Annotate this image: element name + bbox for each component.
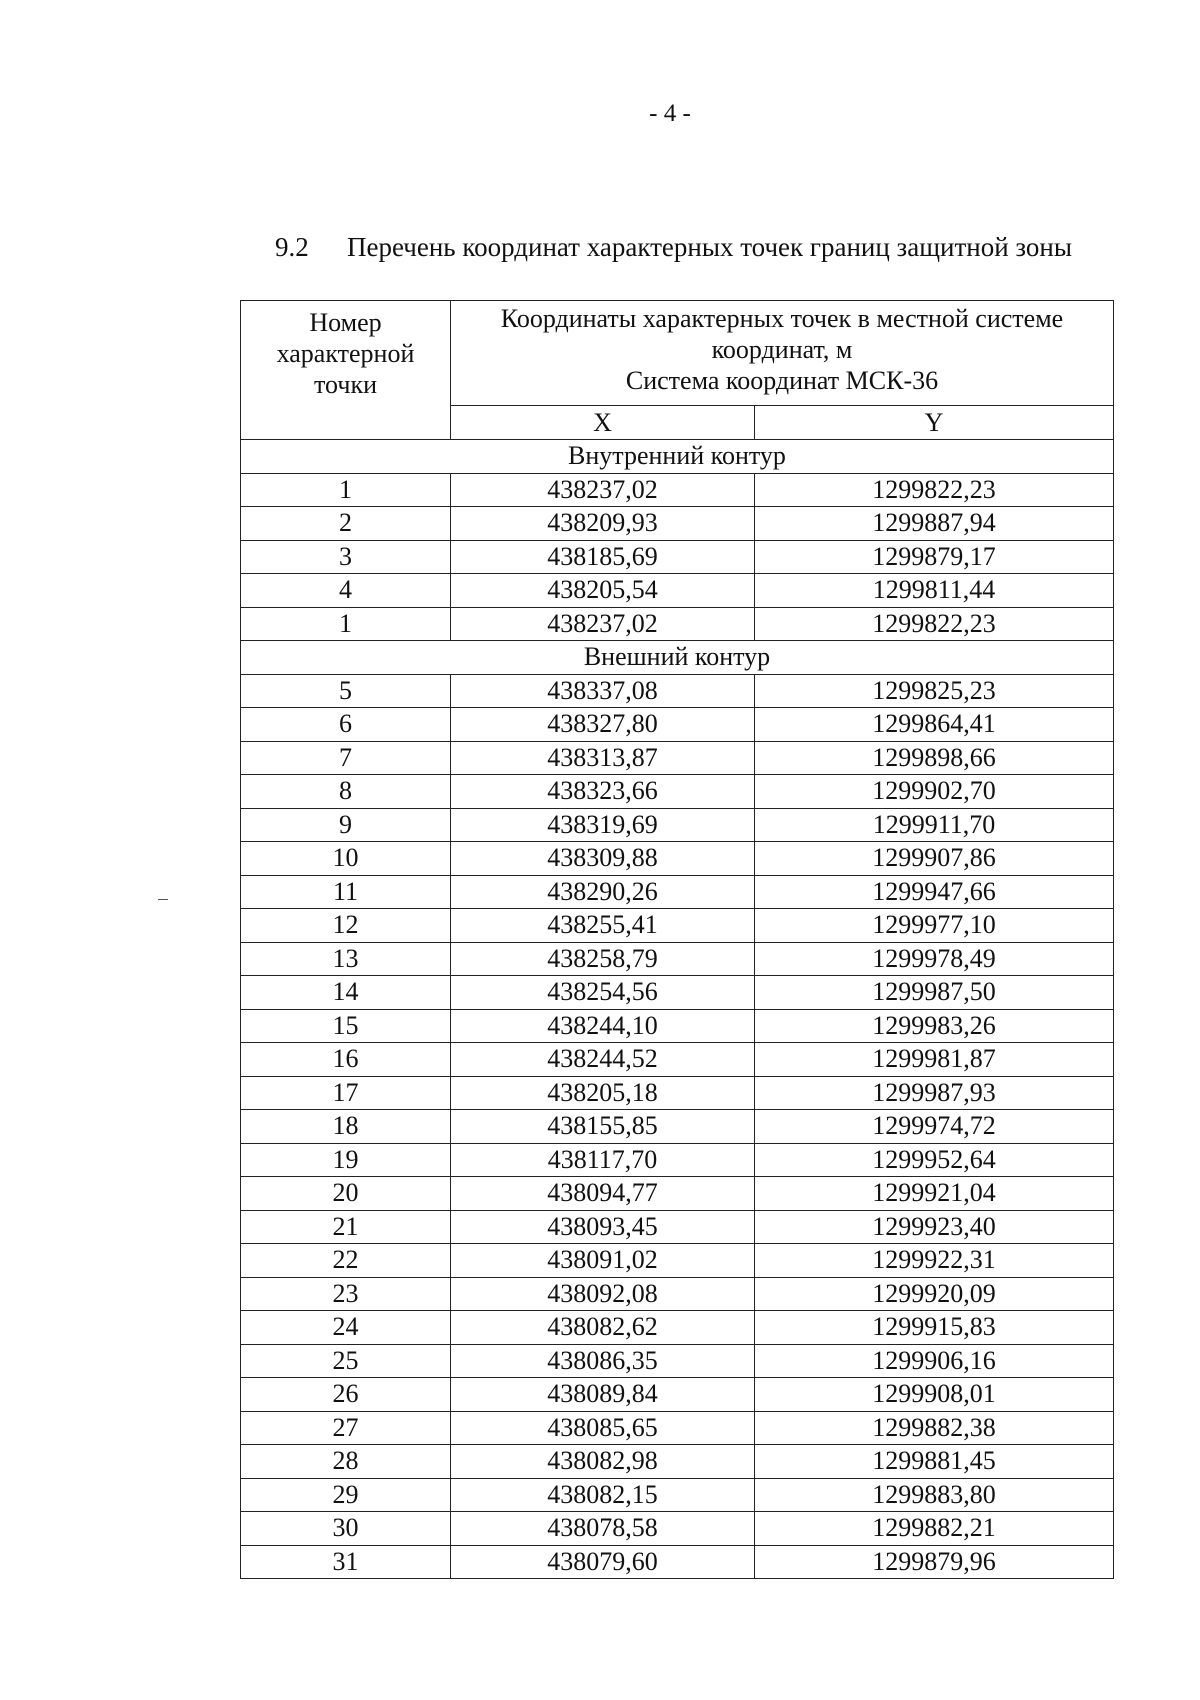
table-row [241,1143,1114,1177]
x-coordinate-cell: 438258,79 [451,942,755,976]
table-row [241,1043,1114,1077]
point-number-cell: 21 [241,1210,451,1244]
point-number-cell: 30 [241,1512,451,1546]
table-row [241,507,1114,541]
x-coordinate-cell: 438323,66 [451,775,755,809]
x-coordinate-cell: 438205,54 [451,574,755,608]
section-number: 9.2 [275,232,309,262]
x-coordinate-cell: 438079,60 [451,1545,755,1579]
y-coordinate-cell: 1299908,01 [755,1378,1114,1412]
x-coordinate-cell: 438089,84 [451,1378,755,1412]
section-heading [275,232,1145,263]
x-coordinate-cell: 438082,62 [451,1311,755,1345]
y-coordinate-cell: 1299822,23 [755,473,1114,507]
x-coordinate-cell: 438085,65 [451,1411,755,1445]
table-row [241,1411,1114,1445]
y-coordinate-cell: 1299911,70 [755,808,1114,842]
point-number-header [241,301,451,440]
y-coordinate-cell: 1299915,83 [755,1311,1114,1345]
table-row [241,942,1114,976]
table-row [241,1177,1114,1211]
y-coordinate-cell: 1299881,45 [755,1445,1114,1479]
x-coordinate-cell: 438155,85 [451,1110,755,1144]
y-coordinate-cell: 1299923,40 [755,1210,1114,1244]
y-coordinate-cell: 1299907,86 [755,842,1114,876]
coordinates-header-line: Координаты характерных точек в местной системе [500,304,1064,333]
y-coordinate-cell: 1299883,80 [755,1478,1114,1512]
table-row [241,875,1114,909]
y-coordinate-cell: 1299825,23 [755,674,1114,708]
point-number-cell: 14 [241,976,451,1010]
x-coordinate-cell: 438244,10 [451,1009,755,1043]
page-number: - 4 - [649,100,691,127]
point-number-cell: 7 [241,741,451,775]
x-coordinate-cell: 438094,77 [451,1177,755,1211]
point-number-cell: 12 [241,909,451,943]
point-number-cell: 13 [241,942,451,976]
point-number-cell: 20 [241,1177,451,1211]
table-row [241,1244,1114,1278]
y-coordinate-cell: 1299987,93 [755,1076,1114,1110]
point-number-cell: 5 [241,674,451,708]
x-coordinate-cell: 438237,02 [451,607,755,641]
table-row [241,1545,1114,1579]
point-number-cell: 6 [241,708,451,742]
point-number-cell: 31 [241,1545,451,1579]
x-coordinate-cell: 438255,41 [451,909,755,943]
table-row [241,1512,1114,1546]
table-row [241,1009,1114,1043]
x-coordinate-cell: 438082,15 [451,1478,755,1512]
x-coordinate-cell: 438117,70 [451,1143,755,1177]
x-coordinate-cell: 438205,18 [451,1076,755,1110]
contour-title: Внутренний контур [241,440,1114,474]
y-coordinate-cell: 1299977,10 [755,909,1114,943]
y-coordinate-cell: 1299983,26 [755,1009,1114,1043]
y-coordinate-cell: 1299879,17 [755,540,1114,574]
x-coordinate-cell: 438086,35 [451,1344,755,1378]
point-number-cell: 19 [241,1143,451,1177]
point-number-cell: 22 [241,1244,451,1278]
point-number-cell: 29 [241,1478,451,1512]
point-number-cell: 26 [241,1378,451,1412]
section-title: Перечень координат характерных точек границ защитной зоны [347,232,1072,262]
table-row [241,574,1114,608]
table-row [241,473,1114,507]
table-row [241,976,1114,1010]
y-coordinate-cell: 1299974,72 [755,1110,1114,1144]
point-number-cell: 1 [241,473,451,507]
y-coordinate-cell: 1299882,38 [755,1411,1114,1445]
table-row [241,1110,1114,1144]
y-coordinate-cell: 1299879,96 [755,1545,1114,1579]
table-row [241,1445,1114,1479]
y-coordinate-cell: 1299920,09 [755,1277,1114,1311]
table-row [241,808,1114,842]
table-row [241,1076,1114,1110]
point-number-cell: 23 [241,1277,451,1311]
table-body [241,440,1114,1579]
x-coordinate-cell: 438093,45 [451,1210,755,1244]
point-number-cell: 9 [241,808,451,842]
point-number-cell: 10 [241,842,451,876]
point-number-cell: 2 [241,507,451,541]
x-coordinate-cell: 438209,93 [451,507,755,541]
table-row [241,1378,1114,1412]
table-row [241,1277,1114,1311]
y-coordinate-cell: 1299921,04 [755,1177,1114,1211]
y-coordinate-cell: 1299902,70 [755,775,1114,809]
y-coordinate-cell: 1299898,66 [755,741,1114,775]
x-coordinate-cell: 438254,56 [451,976,755,1010]
y-coordinate-cell: 1299811,44 [755,574,1114,608]
point-number-cell: 28 [241,1445,451,1479]
x-coordinate-cell: 438309,88 [451,842,755,876]
point-number-cell: 24 [241,1311,451,1345]
table-row [241,909,1114,943]
point-number-header-line: точки [314,370,377,399]
y-coordinate-cell: 1299882,21 [755,1512,1114,1546]
contour-group-row [241,641,1114,675]
table-row [241,1210,1114,1244]
table-header [241,301,1114,440]
point-number-cell: 25 [241,1344,451,1378]
point-number-cell: 4 [241,574,451,608]
coordinates-header [451,301,1114,406]
x-coordinate-cell: 438082,98 [451,1445,755,1479]
x-coordinate-cell: 438091,02 [451,1244,755,1278]
coordinates-table [240,300,1114,1579]
x-coordinate-cell: 438092,08 [451,1277,755,1311]
table-row [241,1478,1114,1512]
table-row [241,708,1114,742]
table-row [241,540,1114,574]
point-number-header-line: характерной [276,339,415,368]
y-coordinate-cell: 1299922,31 [755,1244,1114,1278]
y-coordinate-cell: 1299947,66 [755,875,1114,909]
x-coordinate-cell: 438290,26 [451,875,755,909]
table-row [241,607,1114,641]
point-number-cell: 11 [241,875,451,909]
coordinates-header-line: координат, м [711,335,853,364]
x-coordinate-cell: 438319,69 [451,808,755,842]
y-coordinate-cell: 1299978,49 [755,942,1114,976]
point-number-cell: 1 [241,607,451,641]
x-coordinate-cell: 438078,58 [451,1512,755,1546]
x-axis-header: X [451,406,755,440]
table-row [241,741,1114,775]
table-row [241,1311,1114,1345]
coordinates-header-line: Система координат МСК-36 [625,366,939,395]
y-coordinate-cell: 1299952,64 [755,1143,1114,1177]
scan-mark [158,899,168,900]
x-coordinate-cell: 438313,87 [451,741,755,775]
x-coordinate-cell: 438237,02 [451,473,755,507]
y-axis-header: Y [755,406,1114,440]
x-coordinate-cell: 438327,80 [451,708,755,742]
table-row [241,1344,1114,1378]
contour-group-row [241,440,1114,474]
point-number-cell: 8 [241,775,451,809]
x-coordinate-cell: 438185,69 [451,540,755,574]
point-number-cell: 18 [241,1110,451,1144]
y-coordinate-cell: 1299987,50 [755,976,1114,1010]
y-coordinate-cell: 1299822,23 [755,607,1114,641]
table-row [241,775,1114,809]
x-coordinate-cell: 438337,08 [451,674,755,708]
contour-title: Внешний контур [241,641,1114,675]
point-number-cell: 15 [241,1009,451,1043]
y-coordinate-cell: 1299906,16 [755,1344,1114,1378]
y-coordinate-cell: 1299887,94 [755,507,1114,541]
y-coordinate-cell: 1299981,87 [755,1043,1114,1077]
y-coordinate-cell: 1299864,41 [755,708,1114,742]
table-row [241,674,1114,708]
point-number-cell: 3 [241,540,451,574]
table-row [241,842,1114,876]
point-number-cell: 17 [241,1076,451,1110]
point-number-cell: 27 [241,1411,451,1445]
point-number-header-line: Номер [309,308,382,337]
x-coordinate-cell: 438244,52 [451,1043,755,1077]
point-number-cell: 16 [241,1043,451,1077]
